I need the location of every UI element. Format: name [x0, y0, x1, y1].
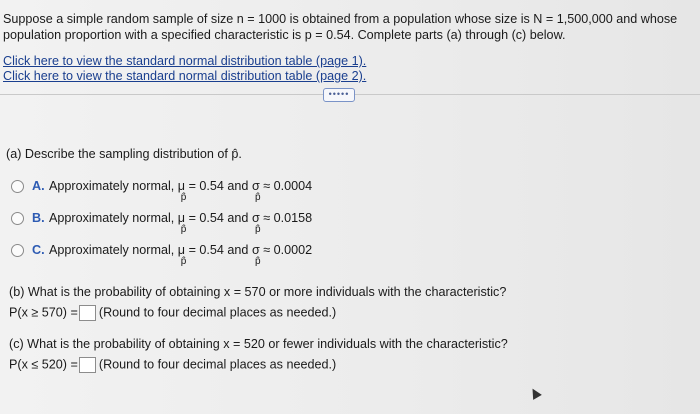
option-a-text: [49, 179, 313, 203]
sigma-symbol: [251, 211, 261, 235]
problem-line-2: population proportion with a specified characteristic is p = 0.54. Complete parts (a) through (c) below.: [3, 28, 566, 42]
p-hat-subscript: p̂: [254, 256, 261, 267]
mu-value: = 0.54 and: [188, 179, 249, 193]
option-c-radio[interactable]: [11, 244, 24, 257]
part-b-question: (b) What is the probability of obtaining x = 570 or more individuals with the characteristic?: [9, 285, 507, 299]
part-c-answer-row: [9, 357, 336, 373]
sigma-value: ≈ 0.0004: [263, 179, 313, 193]
part-c-answer-prefix: P(x ≤ 520) =: [9, 357, 78, 372]
sigma-symbol: [251, 179, 261, 203]
part-c-hint: (Round to four decimal places as needed.): [98, 357, 337, 372]
part-b-hint: (Round to four decimal places as needed.): [98, 305, 337, 320]
p-hat-subscript: p̂: [180, 192, 187, 203]
option-c-text: [49, 243, 313, 267]
option-c-letter: C.: [32, 243, 45, 257]
part-b-answer-prefix: P(x ≥ 570) =: [9, 305, 78, 320]
sigma-symbol: [251, 243, 261, 267]
sigma-value: ≈ 0.0002: [263, 243, 313, 257]
option-b-radio[interactable]: [11, 212, 24, 225]
p-hat-subscript: p̂: [254, 192, 261, 203]
part-b-answer-input[interactable]: [79, 305, 96, 321]
p-hat-subscript: p̂: [180, 224, 187, 235]
problem-line-1: Suppose a simple random sample of size n = 1000 is obtained from a population whose size is N = 1,500,000 and whose: [3, 12, 678, 26]
option-a-radio[interactable]: [11, 180, 24, 193]
sigma-label: σ: [251, 179, 260, 193]
option-a-letter: A.: [32, 179, 45, 193]
mouse-cursor-icon: [528, 386, 542, 400]
part-c-answer-input[interactable]: [79, 357, 96, 373]
problem-statement: [3, 11, 693, 43]
normal-table-link-page-1[interactable]: Click here to view the standard normal distribution table (page 1).: [3, 54, 367, 68]
part-b-answer-row: [9, 305, 336, 321]
mu-symbol: [177, 179, 187, 203]
sigma-label: σ: [251, 211, 260, 225]
option-b-text: [49, 211, 313, 235]
mu-label: μ: [177, 211, 186, 225]
mu-symbol: [177, 243, 187, 267]
part-a-question: (a) Describe the sampling distribution of p̂.: [6, 147, 242, 161]
option-c-prefix: Approximately normal,: [49, 243, 175, 257]
option-b-prefix: Approximately normal,: [49, 211, 175, 225]
mu-symbol: [177, 211, 187, 235]
part-c-question: (c) What is the probability of obtaining x = 520 or fewer individuals with the characteristic?: [9, 337, 508, 351]
option-a-prefix: Approximately normal,: [49, 179, 175, 193]
normal-table-link-page-2[interactable]: Click here to view the standard normal distribution table (page 2).: [3, 69, 367, 83]
mu-label: μ: [177, 243, 186, 257]
mu-label: μ: [177, 179, 186, 193]
p-hat-subscript: p̂: [180, 256, 187, 267]
sigma-value: ≈ 0.0158: [263, 211, 313, 225]
p-hat-subscript: p̂: [254, 224, 261, 235]
mu-value: = 0.54 and: [188, 243, 249, 257]
option-b-letter: B.: [32, 211, 45, 225]
mu-value: = 0.54 and: [188, 211, 249, 225]
sigma-label: σ: [251, 243, 260, 257]
expand-more-button[interactable]: •••••: [323, 88, 355, 102]
